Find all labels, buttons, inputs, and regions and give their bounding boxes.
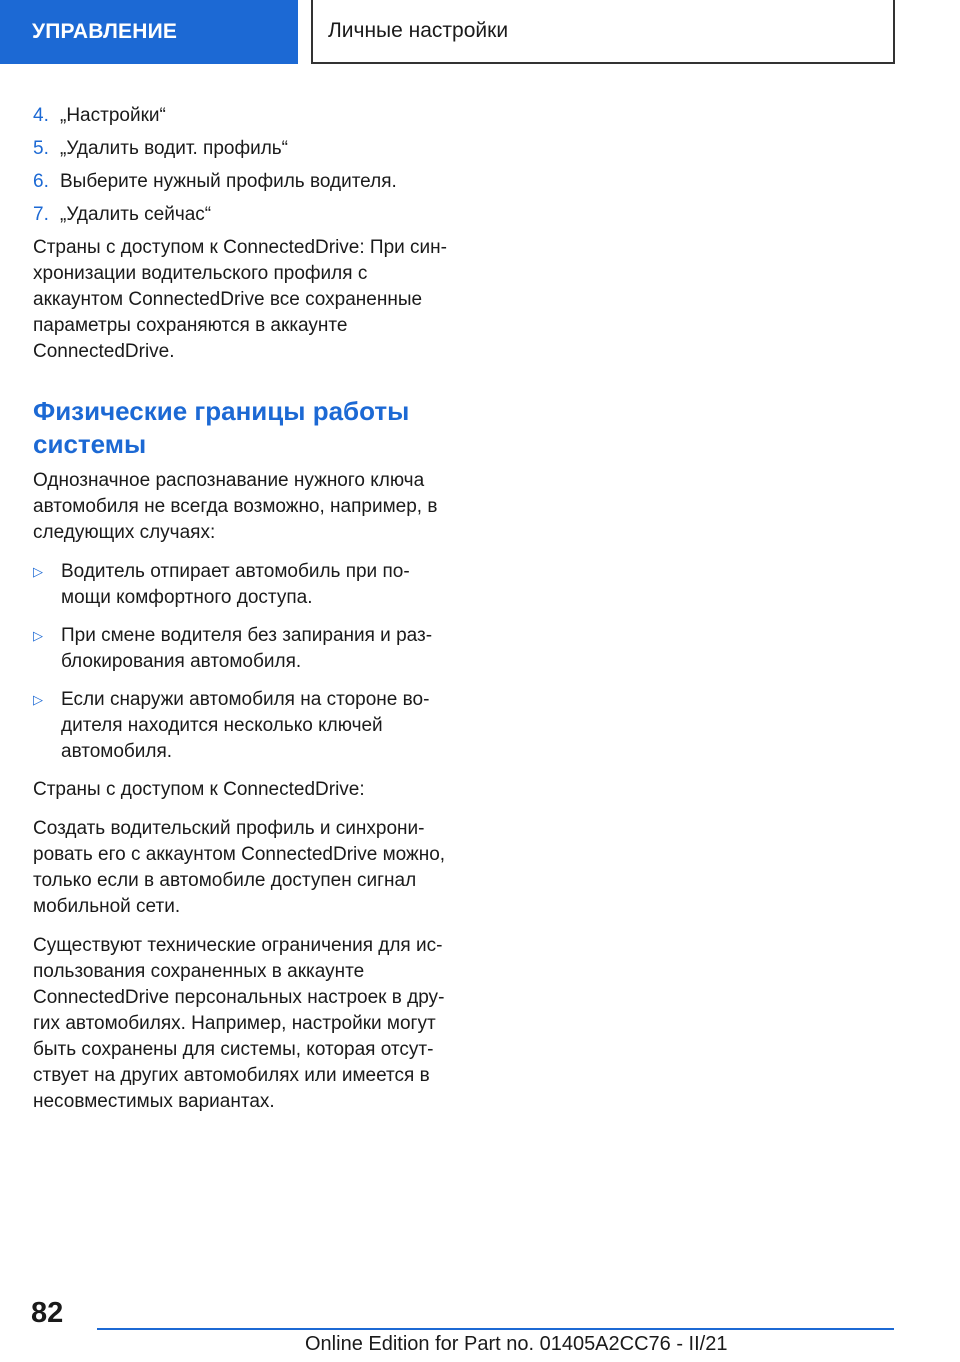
triangle-bullet-icon: ▷ [33,564,43,579]
list-item [33,202,453,228]
main-content [33,103,453,1128]
edition-info: Online Edition for Part no. 01405A2CC76 - II/21 [305,1333,728,1355]
step-text: Выберите нужный профиль водителя. [60,171,397,192]
triangle-bullet-icon: ▷ [33,628,43,643]
create-profile-paragraph: Создать водительский профиль и синхронировать его с аккаунтом ConnectedDrive можно, только если в автомобиле доступен сигнал мобильной сети. [33,818,446,917]
step-text: „Настройки“ [60,105,166,126]
intro-paragraph: Однозначное распознавание нужного ключа автомобиля не всегда возможно, например, в следующих случаях: [33,470,438,543]
chapter-header [311,0,895,64]
list-item [33,559,453,611]
triangle-bullet-icon: ▷ [33,692,43,707]
section-heading: Физические границы работы системы [33,396,410,459]
limitations-paragraph: Существуют технические ограничения для использования сохраненных в аккаунте ConnectedDrive персональных настроек в других автомобилях. Например, настройки могут быть сохранены для системы, которая отсутствует на других автомобилях или имеется в несовместимых вариантах. [33,935,445,1112]
step-number: 6. [33,171,49,192]
section-tab [0,0,298,64]
step-number: 5. [33,138,49,159]
step-number: 4. [33,105,49,126]
list-item [33,169,453,195]
list-item [33,623,453,675]
bullet-list [33,559,453,765]
list-item [33,136,453,162]
step-number: 7. [33,204,49,225]
step-text: „Удалить сейчас“ [60,204,212,225]
bullet-text: При смене водителя без запирания и разблокирования автомобиля. [61,625,433,672]
sync-paragraph: Страны с доступом к ConnectedDrive: При синхронизации водительского профиля с аккаунтом ConnectedDrive все сохраненные параметры сохраняются в аккаунте ConnectedDrive. [33,237,447,362]
list-item [33,687,453,765]
page-number: 82 [31,1297,64,1329]
section-title: УПРАВЛЕНИЕ [32,20,178,43]
bullet-text: Водитель отпирает автомобиль при помощи комфортного доступа. [61,561,410,608]
numbered-steps [33,103,453,228]
footer-divider [97,1328,894,1330]
bullet-text: Если снаружи автомобиля на стороне водителя находится несколько ключей автомобиля. [61,689,430,762]
step-text: „Удалить водит. профиль“ [60,138,289,159]
list-item [33,103,453,129]
countries-paragraph: Страны с доступом к ConnectedDrive: [33,779,365,800]
chapter-title: Личные настройки [328,19,509,42]
